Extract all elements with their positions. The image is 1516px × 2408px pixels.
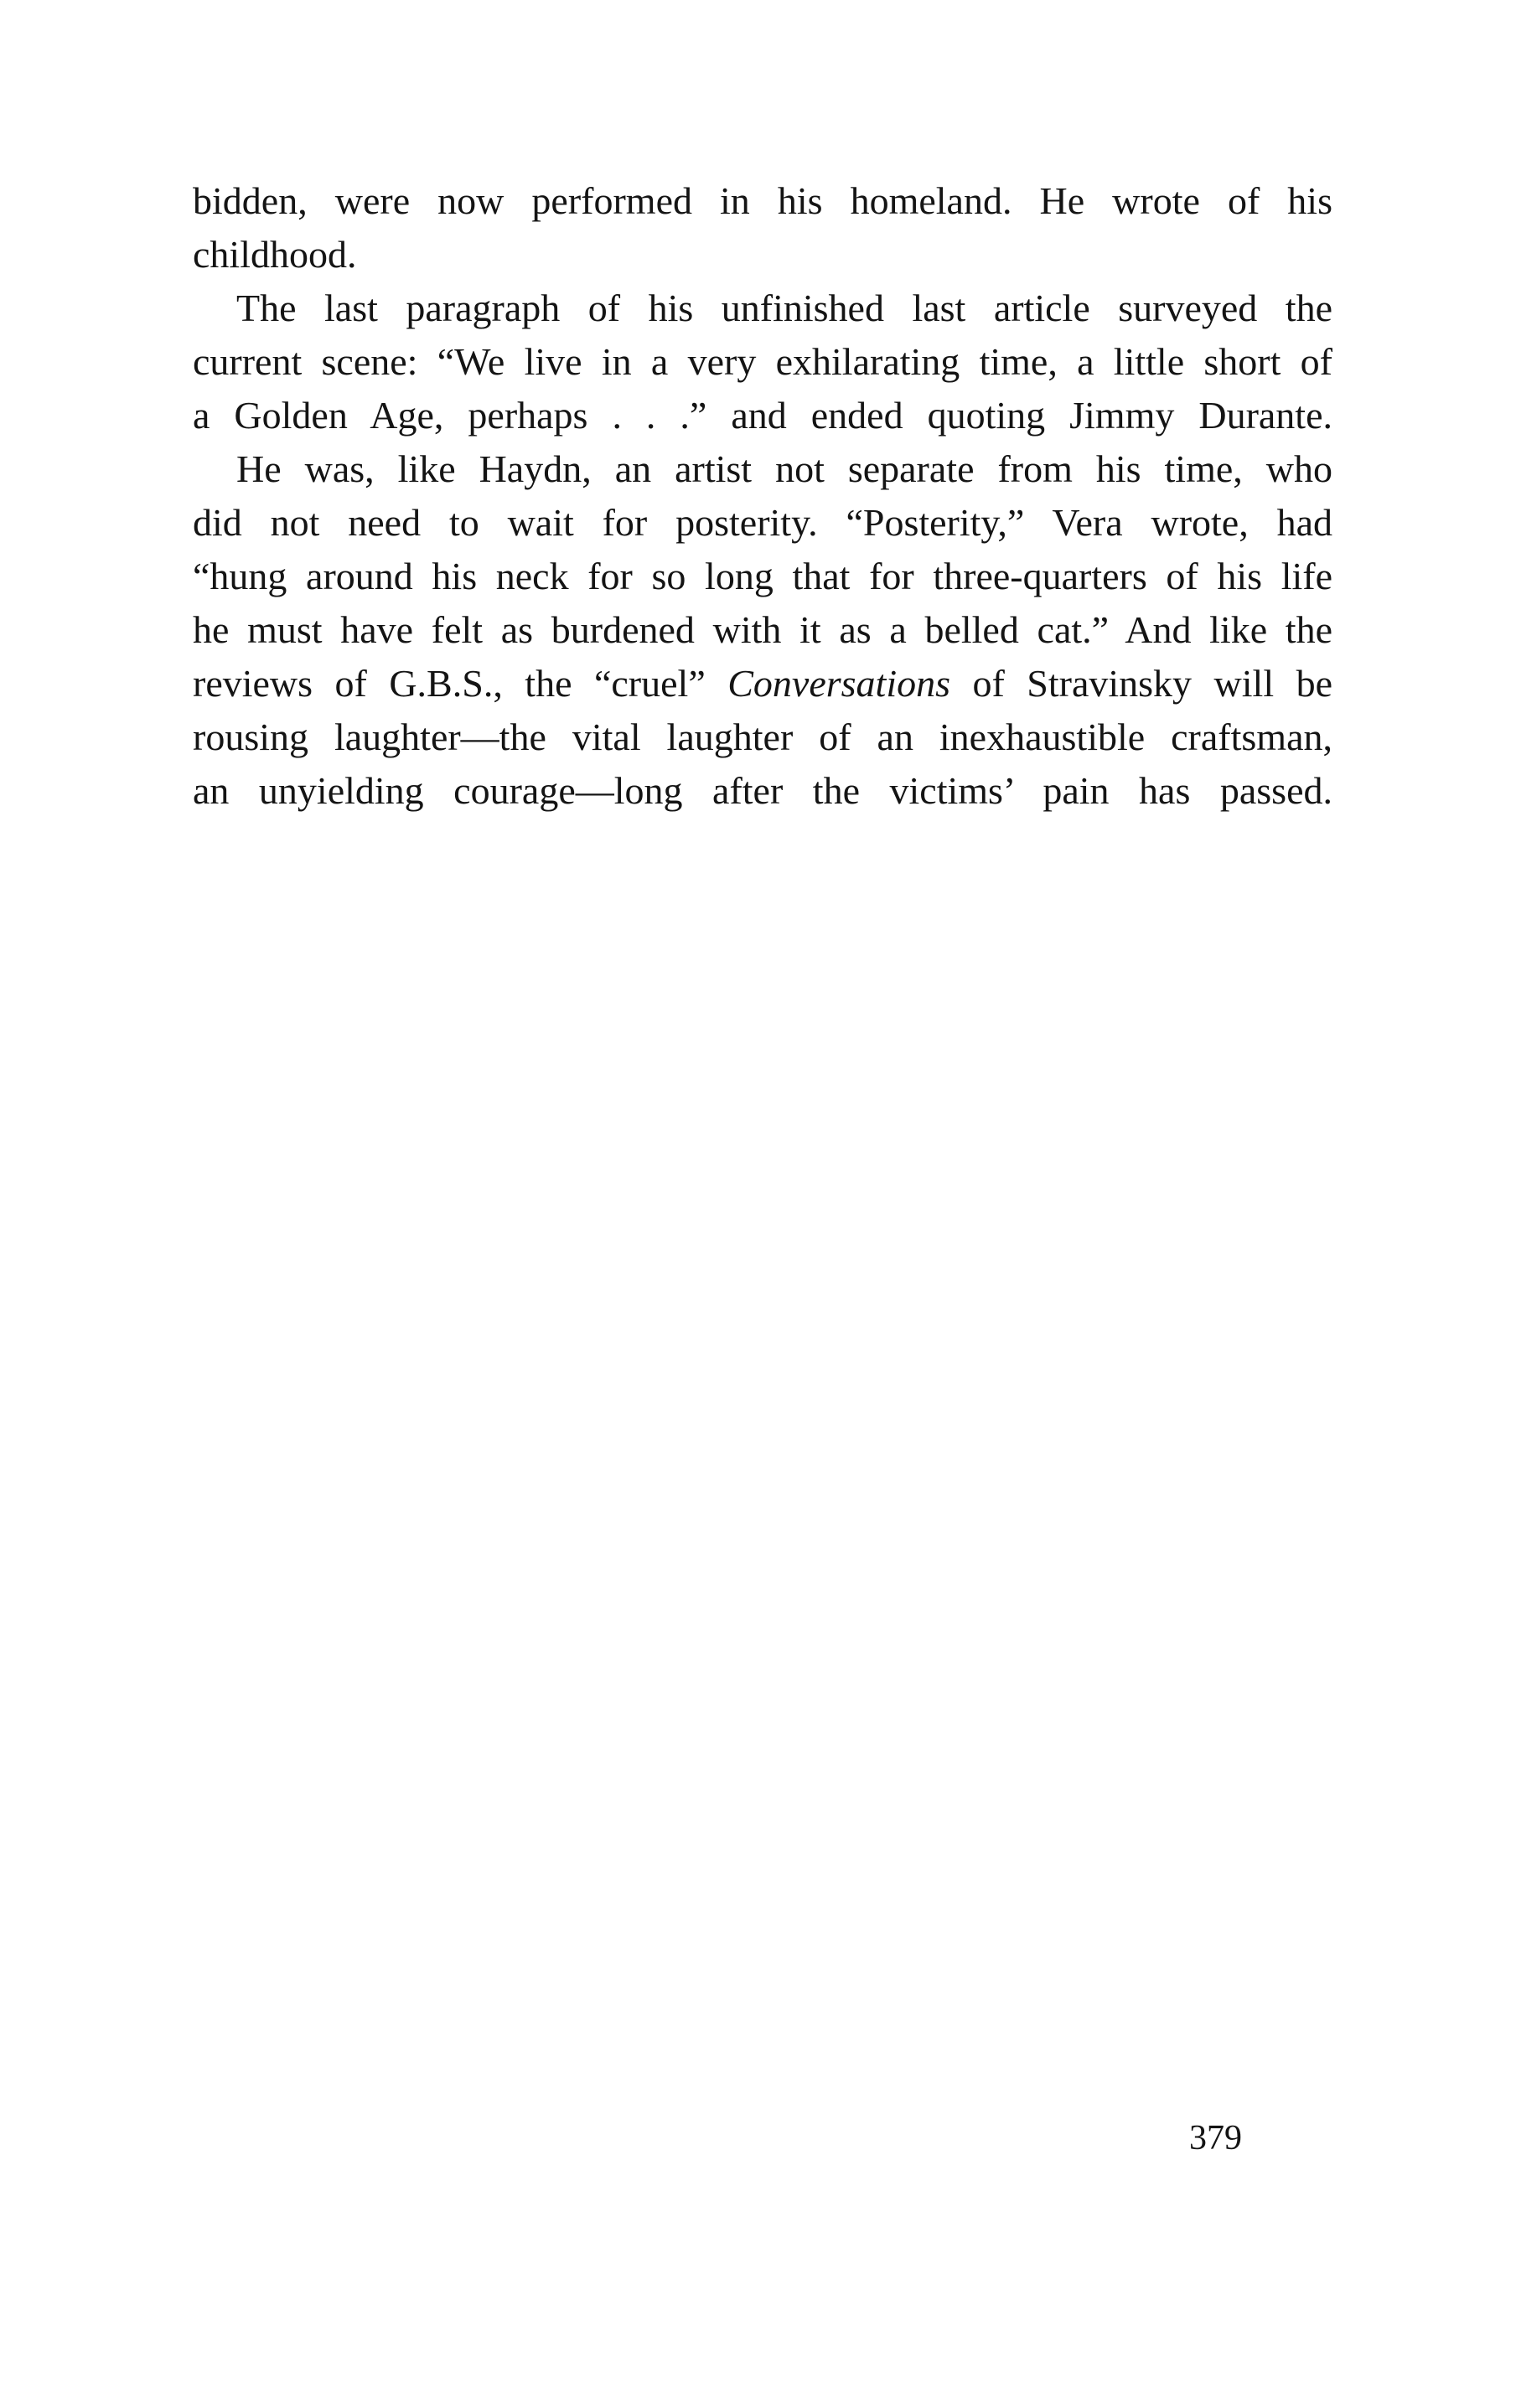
text-line: rousing laughter—the vital laughter of an inexhaustible craftsman, <box>193 716 1332 758</box>
paragraph-first-line: He was, like Haydn, an artist not separate from his time, who <box>236 447 1332 490</box>
text-line: did not need to wait for posterity. “Posterity,” Vera wrote, had <box>193 501 1332 544</box>
text-line: an unyielding courage—long after the victims’ pain has passed. <box>193 769 1332 812</box>
book-title: Conversations <box>727 662 950 705</box>
text-line: childhood. <box>193 233 357 276</box>
paragraph-first-line: The last paragraph of his unfinished last article surveyed the <box>236 287 1332 329</box>
text-fragment: reviews of G.B.S., the “cruel” <box>193 662 728 705</box>
text-line: current scene: “We live in a very exhilarating time, a little short of <box>193 340 1332 383</box>
text-line: “hung around his neck for so long that for three-quarters of his life <box>193 555 1332 597</box>
text-line <box>193 657 1332 711</box>
page-number: 379 <box>1189 2119 1242 2157</box>
body-text <box>193 174 1332 818</box>
text-line: bidden, were now performed in his homeland. He wrote of his <box>193 179 1332 222</box>
text-line: a Golden Age, perhaps . . .” and ended quoting Jimmy Durante. <box>193 394 1332 437</box>
text-fragment: of Stravinsky will be <box>950 662 1332 705</box>
text-line: he must have felt as burdened with it as a belled cat.” And like the <box>193 608 1332 651</box>
